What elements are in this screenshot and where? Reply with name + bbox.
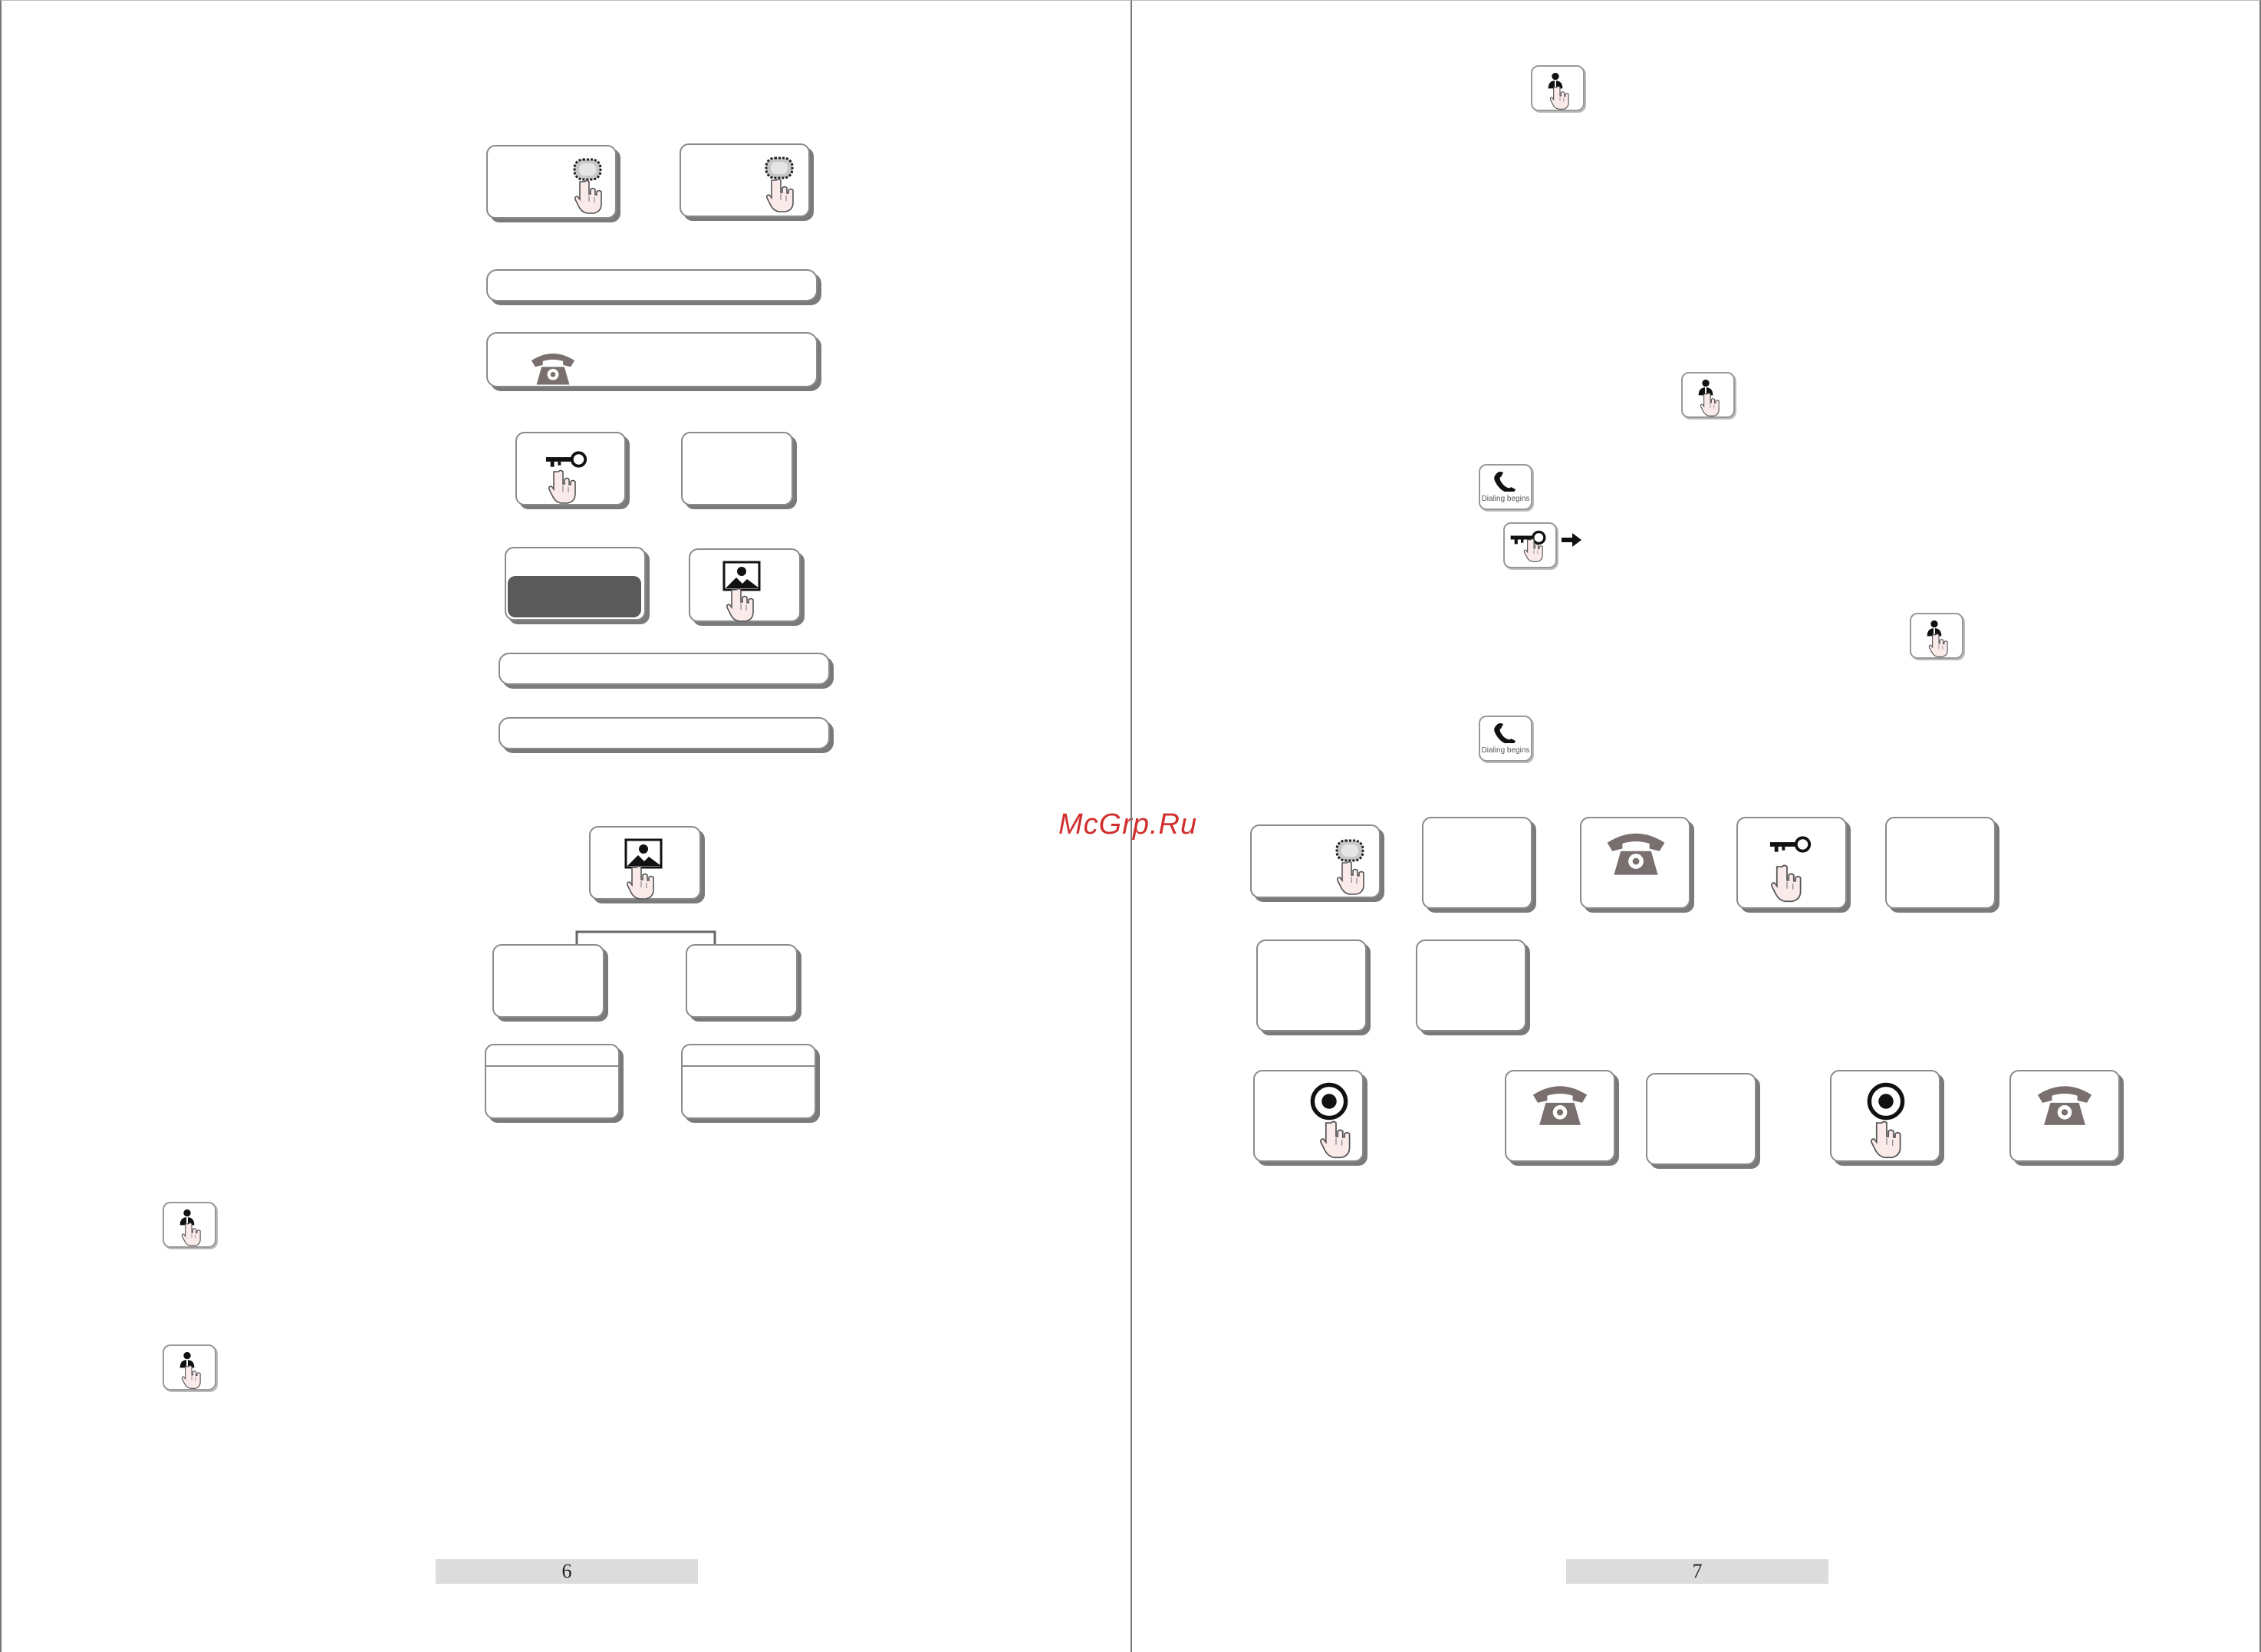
split-box-2[interactable] [681, 1044, 816, 1119]
hand-pointer-icon [1336, 860, 1367, 895]
telephone-icon [1601, 828, 1670, 878]
hand-pointer-icon [1319, 1119, 1353, 1159]
person-button-3[interactable] [1531, 65, 1585, 111]
record-button-1[interactable] [1253, 1070, 1364, 1162]
arrow-right-icon [1560, 531, 1583, 548]
dark-fill-panel [508, 576, 641, 617]
blank-button-7[interactable] [1416, 940, 1526, 1032]
record-icon [1865, 1081, 1907, 1122]
person-button-5[interactable] [1910, 613, 1963, 659]
person-button-2[interactable] [163, 1344, 216, 1390]
hand-pointer-icon [1770, 863, 1804, 903]
phone-button-2[interactable] [1505, 1070, 1615, 1162]
blank-button-1[interactable] [681, 432, 793, 505]
key-icon [1769, 835, 1813, 854]
handset-icon [1491, 720, 1522, 743]
hand-pointer-icon [1700, 392, 1721, 416]
hand-pointer-icon [765, 177, 796, 212]
hand-pointer-icon [181, 1222, 202, 1246]
telephone-icon [2032, 1081, 2097, 1128]
dialing-label: Dialing begins [1481, 746, 1530, 755]
info-bar-2 [499, 653, 830, 685]
dialing-button-1[interactable] [1479, 464, 1532, 510]
hand-pointer-icon [726, 587, 756, 622]
split-line [683, 1065, 815, 1067]
message-button-1[interactable] [486, 145, 617, 219]
split-box-1[interactable] [485, 1044, 620, 1119]
blank-button-5[interactable] [1885, 817, 1996, 909]
hand-pointer-icon [548, 469, 578, 504]
record-icon [1308, 1081, 1350, 1122]
phone-button-3[interactable] [2009, 1070, 2120, 1162]
picture-button-2[interactable] [589, 826, 701, 900]
page-number-right: 7 [1566, 1559, 1828, 1584]
blank-button-8[interactable] [1646, 1073, 1756, 1165]
handset-icon [1491, 469, 1522, 492]
hand-pointer-icon [181, 1364, 202, 1389]
call-bar[interactable] [486, 332, 818, 387]
key-icon [545, 450, 589, 469]
split-line [486, 1065, 618, 1067]
page-number-left: 6 [436, 1559, 698, 1584]
manual-page-left [0, 0, 1130, 1652]
person-button-1[interactable] [163, 1202, 216, 1248]
hand-pointer-icon [1928, 633, 1950, 657]
hand-pointer-icon [574, 179, 604, 214]
blank-button-6[interactable] [1256, 940, 1367, 1032]
message-button-3[interactable] [1250, 824, 1381, 898]
picture-button-1[interactable] [689, 548, 801, 622]
unlock-button-2[interactable] [1736, 817, 1847, 909]
record-button-2[interactable] [1830, 1070, 1940, 1162]
hand-pointer-icon [1523, 538, 1545, 562]
blank-button-3[interactable] [686, 944, 798, 1018]
telephone-icon [528, 349, 578, 387]
phone-button-1[interactable] [1580, 817, 1690, 909]
blank-button-4[interactable] [1422, 817, 1532, 909]
unlock-button[interactable] [515, 432, 626, 505]
dialing-label: Dialing begins [1481, 495, 1530, 503]
hand-pointer-icon [1870, 1119, 1904, 1159]
key-button-mini[interactable] [1503, 522, 1557, 568]
info-bar-3 [499, 717, 830, 749]
dialing-button-2[interactable] [1479, 716, 1532, 762]
telephone-icon [1528, 1081, 1592, 1128]
selected-button[interactable] [505, 547, 646, 620]
hand-pointer-icon [1549, 85, 1571, 110]
info-bar-1 [486, 269, 818, 301]
manual-page-right [1130, 0, 2261, 1652]
watermark-text: McGrp.Ru [1058, 808, 1198, 841]
hand-pointer-icon [626, 864, 657, 900]
message-button-2[interactable] [680, 143, 810, 217]
blank-button-2[interactable] [492, 944, 604, 1018]
person-button-4[interactable] [1681, 372, 1735, 418]
